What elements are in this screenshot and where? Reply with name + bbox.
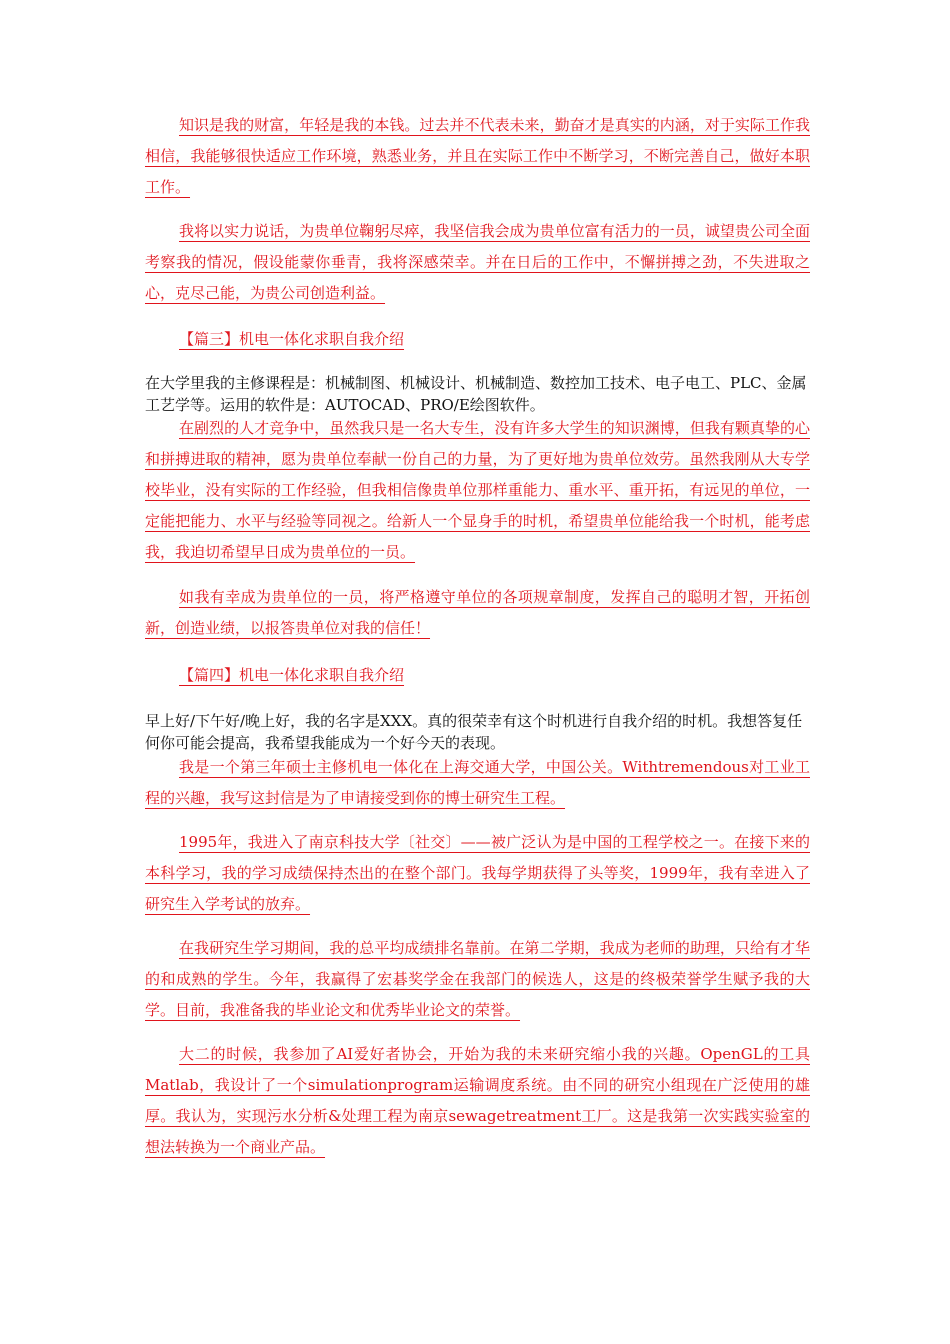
paragraph-greeting: 早上好/下午好/晚上好，我的名字是XXX。真的很荣幸有这个时机进行自我介绍的时机。我想答复任何你可能会提高，我希望我能成为一个好今天的表现。 (145, 712, 803, 752)
paragraph-closing: 如我有幸成为贵单位的一员，将严格遵守单位的各项规章制度，发挥自己的聪明才智，开拓创新，创造业绩，以报答贵单位对我的信任！ (145, 588, 810, 637)
paragraph-knowledge: 知识是我的财富，年轻是我的本钱。过去并不代表未来，勤奋才是真实的内涵，对于实际工作我相信，我能够很快适应工作环境，熟悉业务，并且在实际工作中不断学习，不断完善自己，做好本职工作。 (145, 116, 810, 196)
paragraph-undergrad: 1995年，我进入了南京科技大学〔社交〕——被广泛认为是中国的工程学校之一。在接下来的本科学习，我的学习成绩保持杰出的在整个部门。我每学期获得了头等奖，1999年，我有幸进入了研究生入学考试的放弃。 (145, 833, 810, 913)
section-heading-4: 【篇四】机电一体化求职自我介绍 (179, 666, 405, 684)
section-heading-3: 【篇三】机电一体化求职自我介绍 (179, 330, 405, 348)
paragraph-competition: 在剧烈的人才竞争中，虽然我只是一名大专生，没有许多大学生的知识渊博，但我有颗真挚的心和拼搏进取的精神，愿为贵单位奉献一份自己的力量，为了更好地为贵单位效劳。虽然我刚从大专学校毕业，没有实际的工作经验，但我相信像贵单位那样重能力、重水平、重开拓，有远见的单位，一定能把能力、水平与经验等同视之。给新人一个显身手的时机，希望贵单位能给我一个时机，能考虑我，我迫切希望早日成为贵单位的一员。 (145, 419, 810, 561)
paragraph-masters: 我是一个第三年硕士主修机电一体化在上海交通大学，中国公关。Withtremendous对工业工程的兴趣，我写这封信是为了申请接受到你的博士研究生工程。 (145, 758, 810, 807)
paragraph-commitment: 我将以实力说话，为贵单位鞠躬尽瘁，我坚信我会成为贵单位富有活力的一员，诚望贵公司全面考察我的情况，假设能蒙你垂青，我将深感荣幸。并在日后的工作中，不懈拼搏之劲，不失进取之心，克尽己能，为贵公司创造利益。 (145, 222, 810, 302)
paragraph-ai-club: 大二的时候，我参加了AI爱好者协会，开始为我的未来研究缩小我的兴趣。OpenGL的工具Matlab，我设计了一个simulationprogram运输调度系统。由不同的研究小组现在广泛使用的雄厚。我认为，实现污水分析&处理工程为南京sewagetreatment工厂。这是我第一次实践实验室的想法转换为一个商业产品。 (145, 1045, 810, 1156)
paragraph-courses: 在大学里我的主修课程是：机械制图、机械设计、机械制造、数控加工技术、电子电工、PLC、金属工艺学等。运用的软件是：AUTOCAD、PRO/E绘图软件。 (145, 374, 807, 414)
paragraph-graduate: 在我研究生学习期间，我的总平均成绩排名靠前。在第二学期，我成为老师的助理，只给有才华的和成熟的学生。今年，我赢得了宏碁奖学金在我部门的候选人，这是的终极荣誉学生赋予我的大学。目前，我准备我的毕业论文和优秀毕业论文的荣誉。 (145, 939, 810, 1019)
